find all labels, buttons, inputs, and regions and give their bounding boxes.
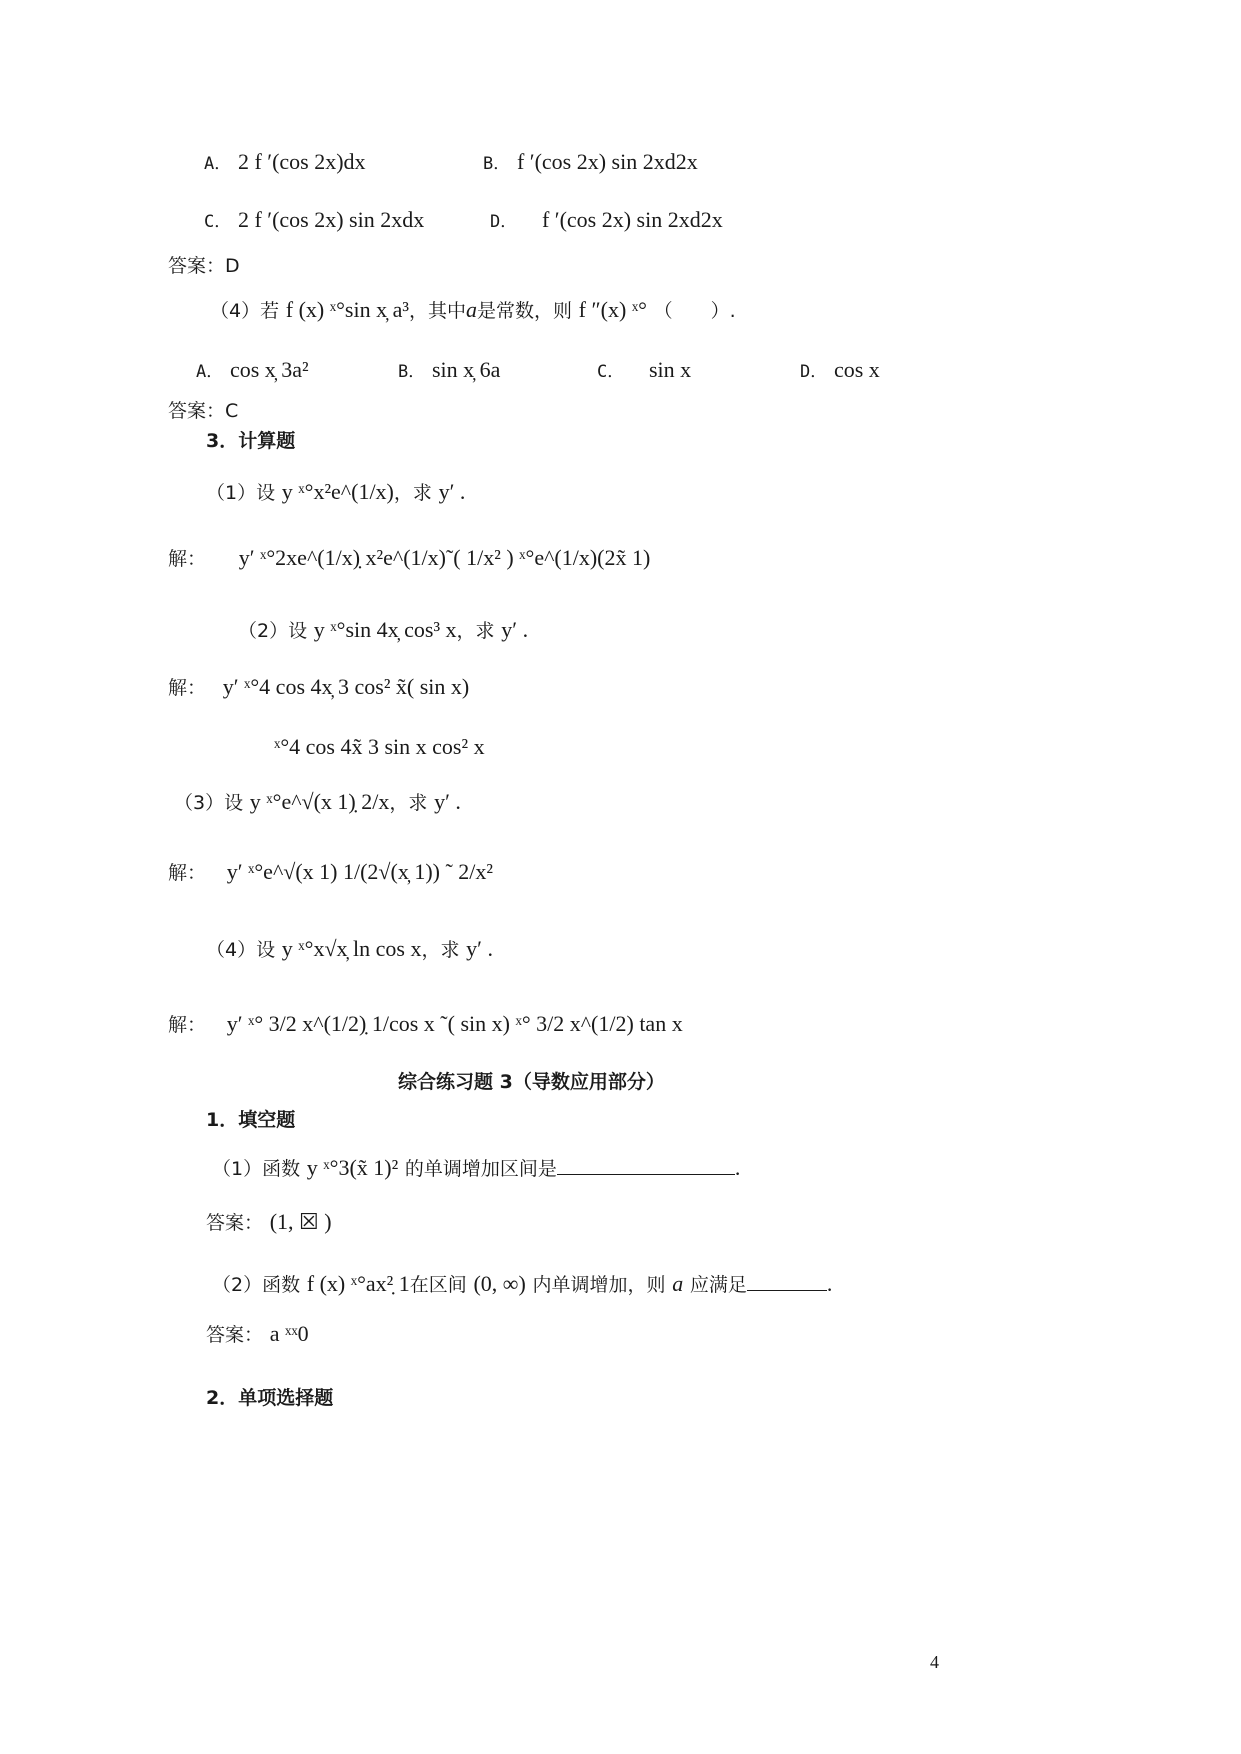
section-heading-fill: 1．填空题 xyxy=(206,1109,296,1131)
fill2-var-a: a xyxy=(672,1271,684,1296)
option-b-label: B． xyxy=(483,154,511,174)
fill1-suffix: 的单调增加区间是 xyxy=(404,1158,557,1180)
calc-solution-2 xyxy=(168,673,469,702)
calc-question-1 xyxy=(206,478,465,507)
q4-option-d-label: D． xyxy=(800,362,828,382)
calc3-target: y′ . xyxy=(434,789,461,814)
calc1-suffix: ，求 xyxy=(393,482,432,504)
calc2-solution-expr1: y′ ˣ°4 cos 4x̦ 3 cos² x̃( sin x) xyxy=(222,674,470,699)
fill2-mid2: 内单调增加，则 xyxy=(532,1274,666,1296)
answer-fill2-expr: a ˣˣ0 xyxy=(269,1321,309,1346)
q4-mid2: 是常数，则 xyxy=(476,300,572,322)
calc-question-3 xyxy=(174,788,461,817)
option-a-expr: 2 f ′(cos 2x)dx xyxy=(237,149,366,174)
section-title: 综合练习题 3（导数应用部分） xyxy=(398,1071,665,1093)
q4-option-c-label: C． xyxy=(597,362,625,382)
q4-expr1: f (x) ˣ°sin x̦ a³ xyxy=(285,297,409,322)
calc3-solution-expr: y′ ˣ°e^√(x 1) 1/(2√(x̦ 1)) ˜ 2/x² xyxy=(226,859,494,884)
fill1-expr: y ˣ°3(x̃ 1)² xyxy=(306,1155,399,1180)
fill1-answer-blank[interactable] xyxy=(557,1152,735,1175)
option-row xyxy=(597,356,691,386)
calc3-expr: y ˣ°e^√(x 1)̣ 2/x xyxy=(249,789,390,814)
q4-option-d-expr: cos x xyxy=(833,357,880,382)
calc-solution-4 xyxy=(168,1010,683,1039)
calc4-expr: y ˣ°x√x̦ ln cos x xyxy=(281,936,422,961)
calc-question-4 xyxy=(206,935,493,964)
calc4-target: y′ . xyxy=(466,936,493,961)
q4-var-a: a xyxy=(465,297,477,322)
q4-prefix: （4）若 xyxy=(210,300,280,322)
answer-label: 答案： xyxy=(206,1212,264,1234)
calc4-suffix: ，求 xyxy=(421,939,460,961)
option-d-label: D． xyxy=(490,212,518,232)
answer-fill1 xyxy=(206,1208,332,1237)
calc3-suffix: ，求 xyxy=(389,792,428,814)
option-c-expr: 2 f ′(cos 2x) sin 2xdx xyxy=(237,207,425,232)
fill1-end: . xyxy=(734,1155,741,1180)
answer-fill2 xyxy=(206,1320,309,1349)
option-row xyxy=(490,206,723,236)
fill2-mid: 在区间 xyxy=(409,1274,467,1296)
option-c-label: C． xyxy=(204,212,232,232)
answer-label: 答案： xyxy=(206,1324,264,1346)
solution-label: 解： xyxy=(168,548,207,570)
section-heading-calc: 3．计算题 xyxy=(206,430,296,452)
calc-solution-1 xyxy=(168,544,650,573)
option-row xyxy=(398,356,500,386)
fill2-prefix: （2）函数 xyxy=(212,1274,301,1296)
q4-option-b-label: B． xyxy=(398,362,426,382)
fill2-end: . xyxy=(826,1271,833,1296)
q4-suffix: （ ）. xyxy=(653,300,736,322)
fill2-interval: (0, ∞) xyxy=(473,1271,526,1296)
fill-question-1 xyxy=(212,1152,740,1183)
option-d-expr: f ′(cos 2x) sin 2xd2x xyxy=(541,207,723,232)
answer-q3: 答案：D xyxy=(168,255,240,277)
calc2-suffix: ，求 xyxy=(456,620,495,642)
fill2-expr: f (x) ˣ°ax²̣ 1 xyxy=(306,1271,410,1296)
option-a-label: A． xyxy=(204,154,232,174)
q4-option-c-expr: sin x xyxy=(648,357,692,382)
solution-label: 解： xyxy=(168,677,207,699)
option-row xyxy=(483,148,698,178)
calc1-target: y′ . xyxy=(438,479,466,504)
calc1-solution-expr: y′ ˣ°2xe^(1/x)̣ x²e^(1/x)˜( 1/x² ) ˣ°e^(1/x)(2x̃ 1) xyxy=(238,545,651,570)
calc1-expr: y ˣ°x²e^(1/x) xyxy=(281,479,394,504)
fill2-suffix: 应满足 xyxy=(689,1274,747,1296)
solution-label: 解： xyxy=(168,862,207,884)
option-row xyxy=(204,148,366,178)
section-heading-choice: 2．单项选择题 xyxy=(206,1387,334,1409)
option-row xyxy=(800,356,880,386)
calc2-target: y′ . xyxy=(501,617,529,642)
q4-mid: ，其中 xyxy=(408,300,466,322)
calc1-prefix: （1）设 xyxy=(206,482,276,504)
q4-option-a-expr: cos x̦ 3a² xyxy=(229,357,309,382)
page-number: 4 xyxy=(930,1652,939,1672)
q4-option-b-expr: sin x̦ 6a xyxy=(431,357,501,382)
q4-option-a-label: A． xyxy=(196,362,224,382)
calc2-solution-expr2: ˣ°4 cos 4x̃ 3 sin x cos² x xyxy=(274,734,485,759)
answer-fill1-expr: (1, ☒ ) xyxy=(269,1209,332,1234)
calc-solution-3 xyxy=(168,858,493,887)
calc-solution-2-line2 xyxy=(274,733,485,761)
calc4-prefix: （4）设 xyxy=(206,939,276,961)
fill-question-2 xyxy=(212,1268,832,1299)
option-b-expr: f ′(cos 2x) sin 2xd2x xyxy=(516,149,698,174)
calc4-solution-expr: y′ ˣ° 3/2 x^(1/2)̣ 1/cos x ˜( sin x) ˣ° 3/2 x^(1/2) tan x xyxy=(226,1011,683,1036)
option-row xyxy=(204,206,424,236)
fill2-answer-blank[interactable] xyxy=(747,1268,827,1291)
calc2-prefix: （2）设 xyxy=(238,620,308,642)
question-4 xyxy=(210,296,736,325)
answer-q4: 答案：C xyxy=(168,400,239,422)
calc-question-2 xyxy=(238,616,528,645)
q4-expr2: f ″(x) ˣ° xyxy=(578,297,647,322)
solution-label: 解： xyxy=(168,1014,207,1036)
option-row xyxy=(196,356,309,386)
calc2-expr: y ˣ°sin 4x̦ cos³ x xyxy=(313,617,457,642)
calc3-prefix: （3）设 xyxy=(174,792,244,814)
fill1-prefix: （1）函数 xyxy=(212,1158,301,1180)
